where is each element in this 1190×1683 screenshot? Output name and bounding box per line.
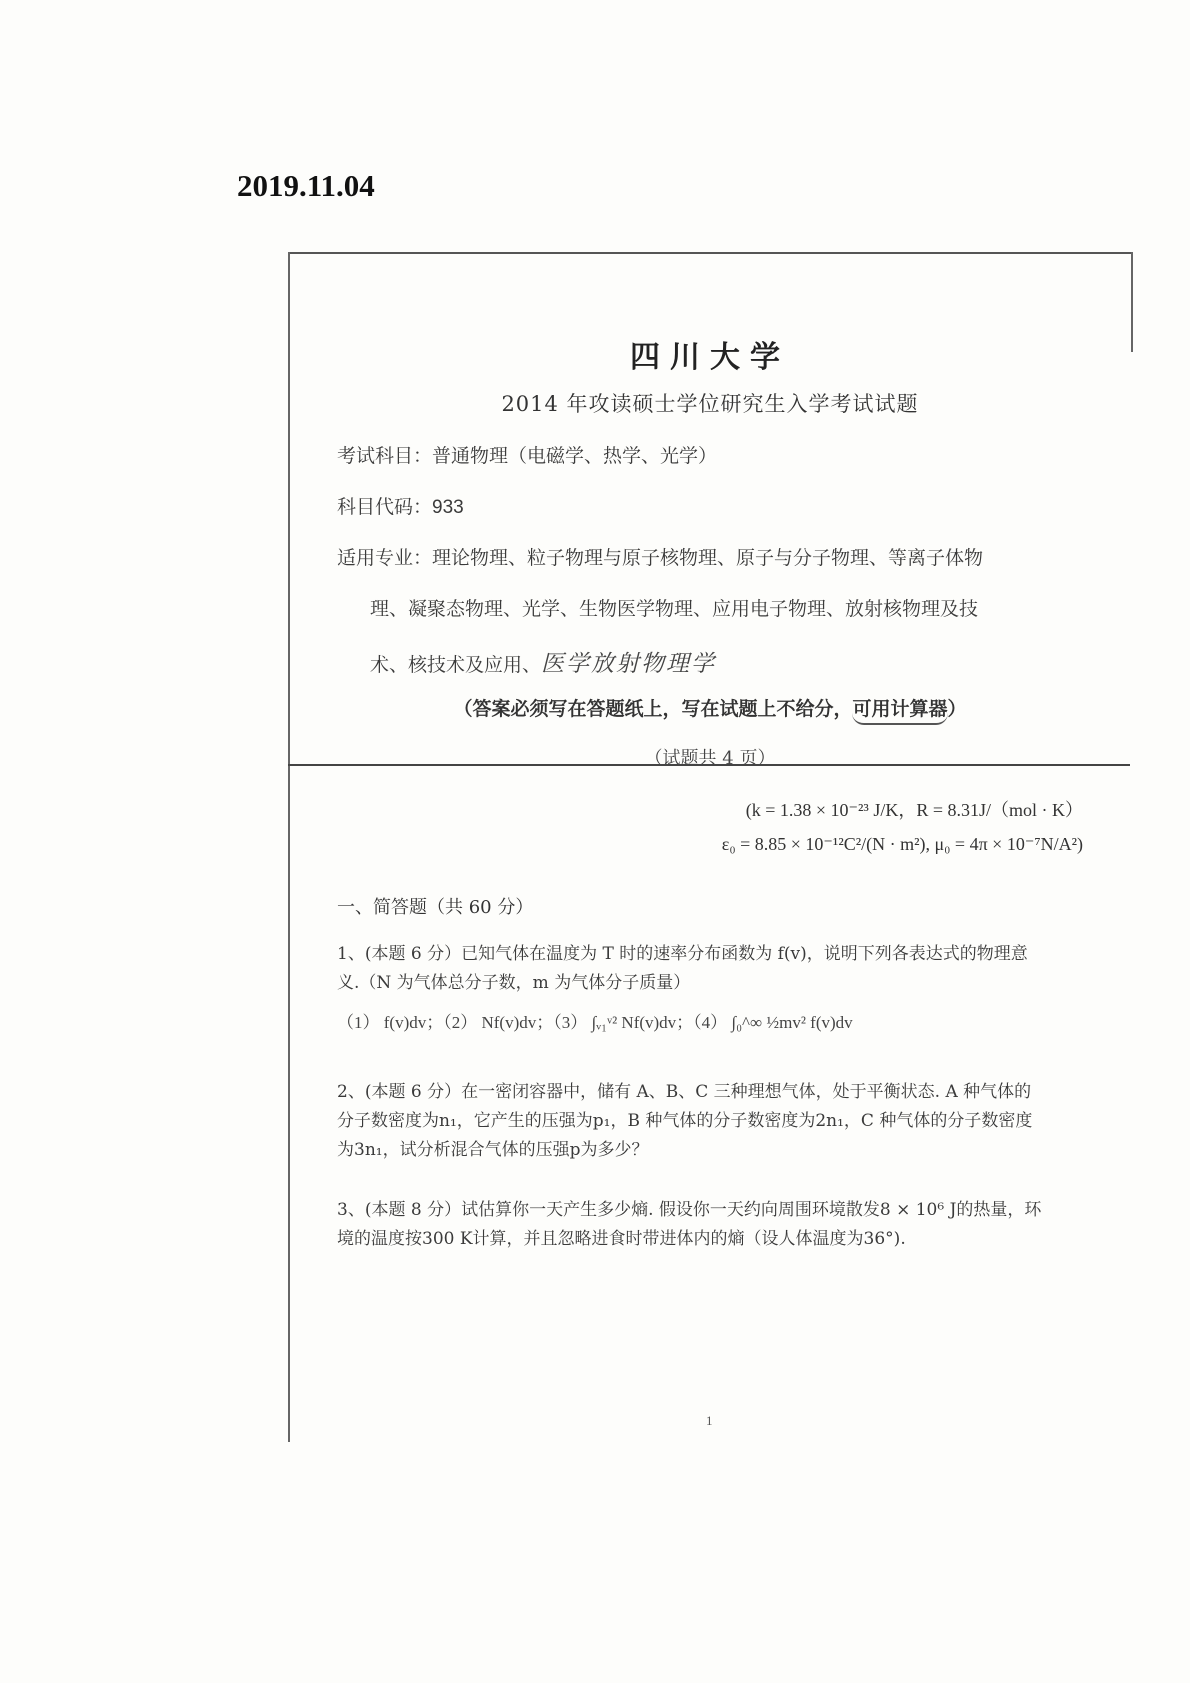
question-3-line-1: 3、(本题 8 分）试估算你一天产生多少熵. 假设你一天约向周围环境散发8 × 10⁶ J的热量，环: [337, 1200, 1042, 1220]
constants-line-2: ε₀ = 8.85 × 10⁻¹²C²/(N · m²), μ₀ = 4π × 10⁻⁷N/A²): [721, 834, 1083, 854]
subject-code: [337, 492, 464, 519]
subject-value: 普通物理（电磁学、热学、光学）: [432, 445, 718, 467]
constants-line-1: (k = 1.38 × 10⁻²³ J/K，R = 8.31J/（mol · K）: [745, 800, 1083, 820]
question-2-line-2: 分子数密度为n₁，它产生的压强为p₁，B 种气体的分子数密度为2n₁，C 种气体的分子数密度: [337, 1111, 1033, 1131]
question-1-line-1: 1、(本题 6 分）已知气体在温度为 T 时的速率分布函数为 f(v)，说明下列各表达式的物理意: [337, 944, 1028, 964]
frame-left-border: [288, 252, 290, 1442]
majors-text-3: 术、核技术及应用、: [370, 654, 542, 676]
question-3-line-2: 境的温度按300 K计算，并且忽略进食时带进体内的熵（设人体温度为36°).: [337, 1229, 906, 1249]
handwritten-major: 医学放射物理学: [541, 651, 717, 677]
majors-text-1: 理论物理、粒子物理与原子核物理、原子与分子物理、等离子体物: [432, 547, 984, 569]
majors-line-1: [337, 543, 983, 570]
majors-line-2: 理、凝聚态物理、光学、生物医学物理、应用电子物理、放射核物理及技: [370, 598, 979, 620]
university-name: 四川大学: [630, 340, 790, 375]
exam-title: 2014 年攻读硕士学位研究生入学考试试题: [501, 392, 919, 416]
scan-date: 2019.11.04: [237, 168, 375, 203]
majors-line-3: [370, 645, 716, 678]
code-label: 科目代码：: [337, 496, 433, 518]
question-2-line-3: 为3n₁，试分析混合气体的压强p为多少？: [337, 1140, 649, 1160]
question-2-line-1: 2、(本题 6 分）在一密闭容器中，储有 A、B、C 三种理想气体，处于平衡状态. A 种气体的: [337, 1082, 1032, 1102]
majors-label: 适用专业：: [337, 547, 433, 569]
page-count: （试题共 4 页）: [644, 748, 776, 769]
question-1: [337, 940, 1087, 998]
exam-subject: [337, 441, 717, 468]
question-1-subparts: （1） f(v)dv；（2） Nf(v)dv；（3） ∫ᵥ₁ᵛ² Nf(v)dv；（4） ∫₀^∞ ½mv² f(v)dv: [337, 1013, 853, 1032]
subject-label: 考试科目：: [337, 445, 433, 467]
page-number: 1: [706, 1413, 713, 1428]
answer-note: [288, 694, 1132, 725]
code-value: 933: [432, 497, 464, 518]
calculator-allowed: 可用计算器: [852, 694, 947, 725]
question-3: [337, 1196, 1087, 1254]
note-prefix: （答案必须写在答题纸上，写在试题上不给分，: [453, 698, 853, 720]
section-title: 一、简答题（共 60 分）: [337, 897, 534, 918]
question-2: [337, 1078, 1087, 1165]
note-suffix: ）: [947, 698, 967, 720]
frame-top-border: [288, 252, 1132, 254]
question-1-line-2: 义.（N 为气体总分子数，m 为气体分子质量）: [337, 973, 691, 993]
